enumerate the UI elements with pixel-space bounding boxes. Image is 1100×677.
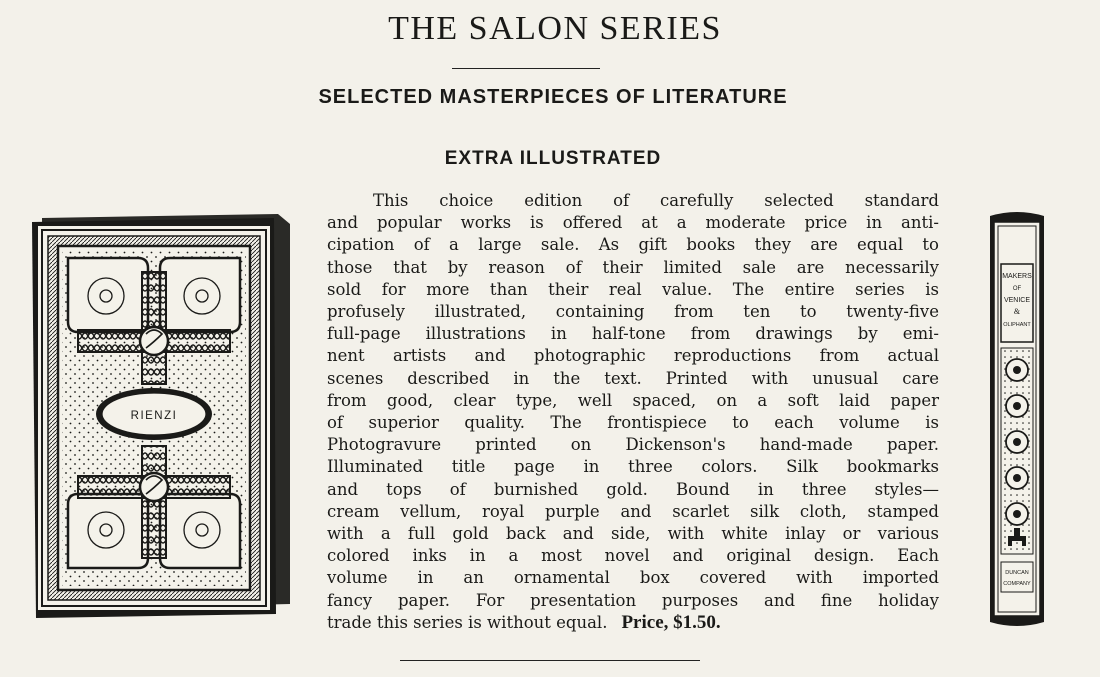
description-line: nent artists and photographic reproductions from actual <box>327 346 939 366</box>
bottom-divider <box>400 660 700 661</box>
description-line: volume in an ornamental box covered with imported <box>327 568 939 588</box>
book-cover-label: RIENZI <box>130 410 178 422</box>
page-title: THE SALON SERIES <box>388 10 722 47</box>
description-line: those that by reason of their limited sale are necessarily <box>327 257 939 277</box>
description-line: trade this series is without equal. <box>327 612 608 632</box>
description-line: sold for more than their real value. The entire series is <box>327 279 939 299</box>
description-line: and tops of burnished gold. Bound in three styles— <box>327 479 939 499</box>
edition-subtitle: EXTRA ILLUSTRATED <box>444 148 662 169</box>
spine-title-line: & <box>1013 307 1021 316</box>
spine-publisher-line: DUNCAN <box>1005 570 1029 576</box>
series-subtitle: SELECTED MASTERPIECES OF LITERATURE <box>318 86 788 108</box>
description-line: scenes described in the text. Printed with unusual care <box>327 368 939 388</box>
description-line: cipation of a large sale. As gift books they are equal to <box>327 235 939 255</box>
description-line: from good, clear type, well spaced, on a soft laid paper <box>327 390 939 410</box>
description-line: and popular works is offered at a moderate price in anti- <box>327 213 939 233</box>
description-line: Illuminated title page in three colors. Silk bookmarks <box>327 457 939 477</box>
description-text <box>327 190 939 634</box>
description-line: cream vellum, royal purple and scarlet silk cloth, stamped <box>327 501 939 521</box>
description-line: This choice edition of carefully selected standard <box>373 191 939 210</box>
spine-publisher-line: COMPANY <box>1003 581 1031 587</box>
spine-title-line: VENICE <box>1003 297 1031 304</box>
description-line: profusely illustrated, containing from ten to twenty-five <box>327 302 939 322</box>
price: Price, $1.50. <box>621 611 721 633</box>
description-line: colored inks in a most novel and original design. Each <box>327 546 939 566</box>
description-last-line <box>327 612 939 634</box>
description-line: full-page illustrations in half-tone from drawings by emi- <box>327 324 939 344</box>
spine-title-line: OLIPHANT <box>1003 322 1031 328</box>
book-spine-illustration <box>984 210 1050 630</box>
spine-title-line: MAKERS <box>1002 273 1032 280</box>
ornamental-book-cover-illustration <box>28 210 303 618</box>
description-line: Photogravure printed on Dickenson's hand-made paper. <box>327 435 939 455</box>
description-line: with a full gold back and side, with white inlay or various <box>327 524 939 544</box>
description-line: fancy paper. For presentation purposes and fine holiday <box>327 590 939 610</box>
title-divider <box>452 68 600 69</box>
spine-title-line: OF <box>1012 286 1022 292</box>
description-line: of superior quality. The frontispiece to each volume is <box>327 413 939 433</box>
